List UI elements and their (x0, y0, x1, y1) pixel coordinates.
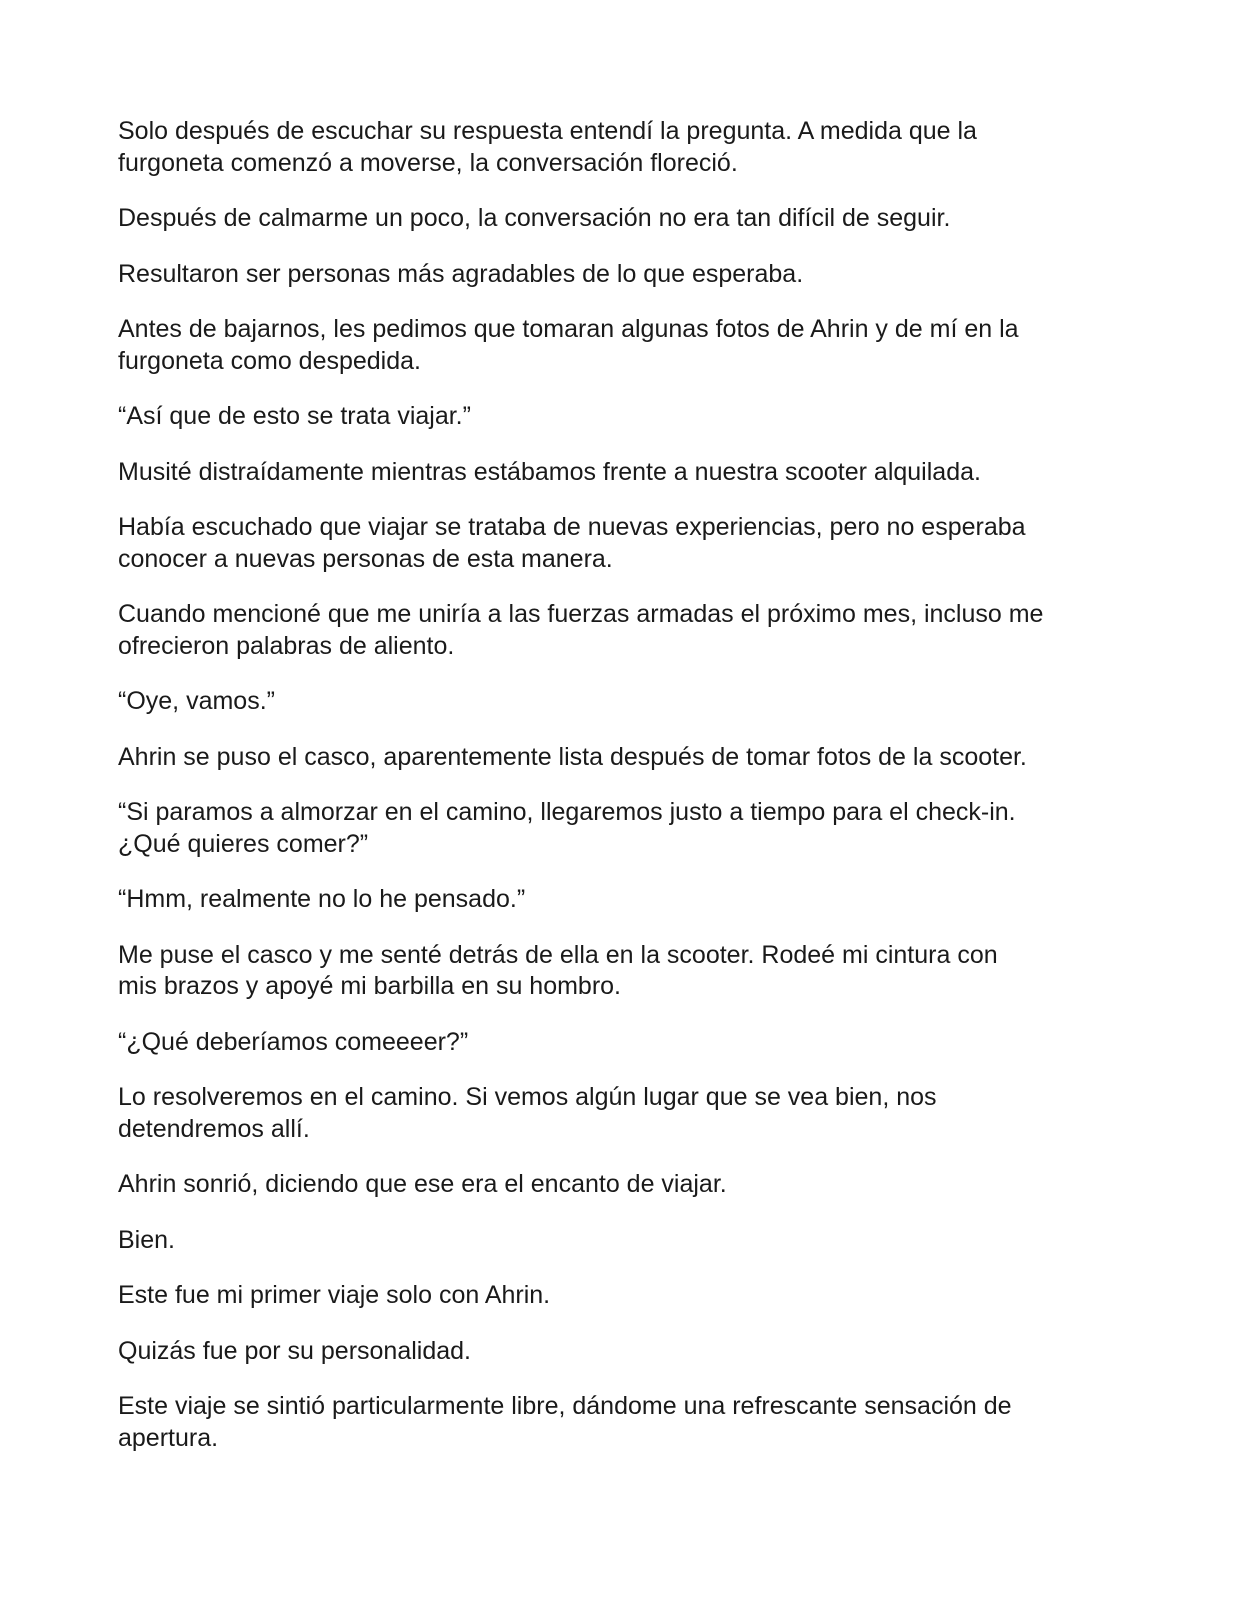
paragraph: Lo resolveremos en el camino. Si vemos algún lugar que se vea bien, nos detendremos allí. (118, 1083, 937, 1143)
paragraph: Había escuchado que viajar se trataba de nuevas experiencias, pero no esperaba conocer a nuevas personas de esta manera. (118, 513, 1026, 573)
paragraph: Ahrin se puso el casco, aparentemente lista después de tomar fotos de la scooter. (118, 742, 1027, 771)
paragraph: Después de calmarme un poco, la conversación no era tan difícil de seguir. (118, 204, 951, 232)
paragraph: Bien. (118, 1225, 175, 1254)
paragraph: Resultaron ser personas más agradables de lo que esperaba. (118, 259, 804, 288)
paragraph: “Si paramos a almorzar en el camino, llegaremos justo a tiempo para el check-in. ¿Qué quieres comer?” (118, 798, 1016, 858)
paragraph: Cuando mencioné que me uniría a las fuerzas armadas el próximo mes, incluso me ofrecieron palabras de aliento. (118, 600, 1044, 660)
paragraph: Este viaje se sintió particularmente libre, dándome una refrescante sensación de apertura. (118, 1392, 1012, 1452)
paragraph: “Hmm, realmente no lo he pensado.” (118, 885, 526, 913)
paragraph: Solo después de escuchar su respuesta entendí la pregunta. A medida que la furgoneta comenzó a moverse, la conversación floreció. (118, 117, 977, 177)
paragraph: Me puse el casco y me senté detrás de ella en la scooter. Rodeé mi cintura con mis brazos y apoyé mi barbilla en su hombro. (118, 940, 998, 1000)
paragraph: Ahrin sonrió, diciendo que ese era el encanto de viajar. (118, 1170, 727, 1198)
paragraph: Antes de bajarnos, les pedimos que tomaran algunas fotos de Ahrin y de mí en la furgoneta como despedida. (118, 315, 1019, 375)
paragraph: “Así que de esto se trata viajar.” (118, 402, 471, 430)
paragraph: “¿Qué deberíamos comeeeer?” (118, 1027, 469, 1056)
document-body (118, 116, 1138, 1478)
paragraph: Musité distraídamente mientras estábamos frente a nuestra scooter alquilada. (118, 457, 981, 486)
paragraph: Quizás fue por su personalidad. (118, 1336, 471, 1365)
paragraph: “Oye, vamos.” (118, 687, 275, 715)
paragraph: Este fue mi primer viaje solo con Ahrin. (118, 1281, 551, 1309)
